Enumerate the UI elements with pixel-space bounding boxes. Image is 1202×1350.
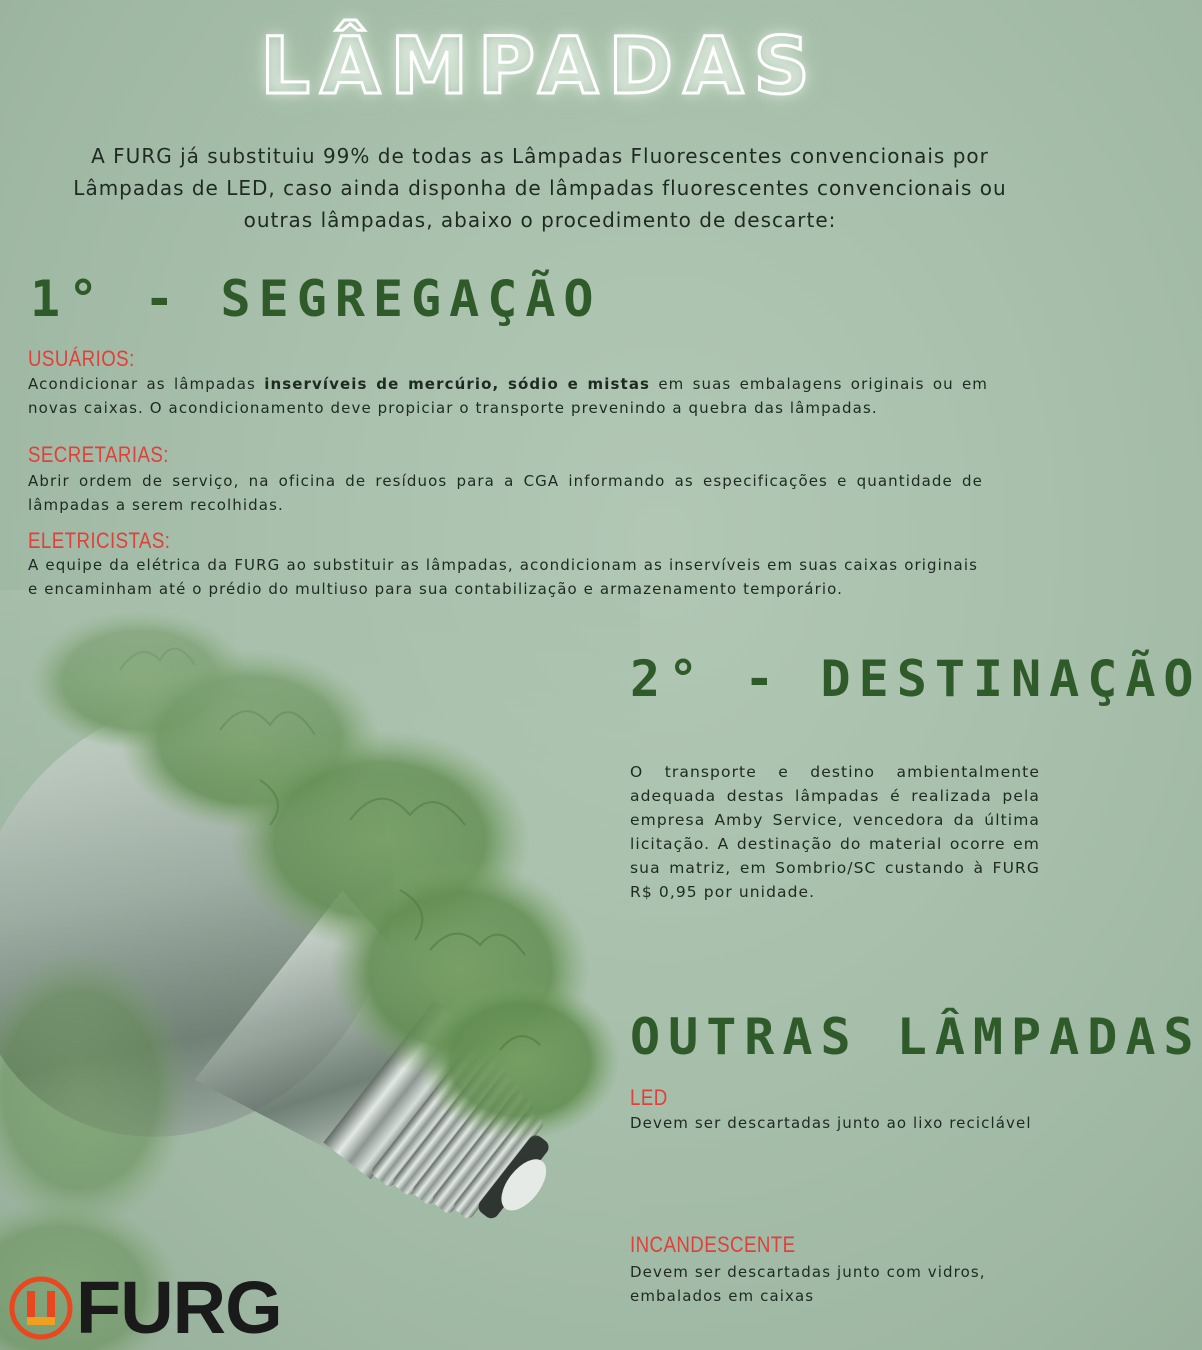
furg-logo-mark-icon (10, 1277, 72, 1339)
page-title: LÂMPADAS (260, 22, 820, 112)
led-label: LED (630, 1085, 668, 1110)
incandescente-text: Devem ser descartadas junto com vidros, embalados em caixas (630, 1263, 986, 1305)
incandescente-label: INCANDESCENTE (630, 1232, 796, 1257)
outras-lampadas-heading: OUTRAS LÂMPADAS (630, 1008, 1202, 1066)
eletricistas-label: ELETRICISTAS: (28, 528, 171, 553)
usuarios-text (28, 372, 988, 420)
segregacao-heading: 1° - SEGREGAÇÃO (30, 270, 602, 328)
eletricistas-text: A equipe da elétrica da FURG ao substituir as lâmpadas, acondicionam as inservíveis em suas caixas originais e encaminham até o prédio do multiuso para sua contabilização e armazenamento temporário. (28, 556, 978, 598)
furg-logo (10, 1265, 320, 1349)
usuarios-label: USUÁRIOS: (28, 346, 135, 371)
intro-text: A FURG já substituiu 99% de todas as Lâmpadas Fluorescentes convencionais por Lâmpadas de LED, caso ainda disponha de lâmpadas fluorescentes convencionais ou outras lâmpadas, abaixo o procedimento de descarte: (73, 144, 1007, 232)
destinacao-heading: 2° - DESTINAÇÃO (630, 650, 1202, 708)
led-text: Devem ser descartadas junto ao lixo reciclável (630, 1114, 1032, 1132)
usuarios-text-after: em suas embalagens originais ou em novas caixas. O acondicionamento deve propiciar o transporte prevenindo a quebra das lâmpadas. (28, 375, 988, 417)
destinacao-text: O transporte e destino ambientalmente adequada destas lâmpadas é realizada pela empresa Amby Service, vencedora da última licitação. A destinação do material ocorre em sua matriz, em Sombrio/SC custando à FURG R$ 0,95 por unidade. (630, 763, 1040, 901)
usuarios-text-bold: inservíveis de mercúrio, sódio e mistas (264, 375, 651, 393)
usuarios-text-before: Acondicionar as lâmpadas (28, 375, 265, 393)
secretarias-text: Abrir ordem de serviço, na oficina de resíduos para a CGA informando as especificações e quantidade de lâmpadas a serem recolhidas. (28, 472, 983, 514)
furg-logo-text: FURG (76, 1265, 282, 1349)
secretarias-label: SECRETARIAS: (28, 442, 169, 467)
moss-lightbulb-illustration (0, 590, 640, 1350)
